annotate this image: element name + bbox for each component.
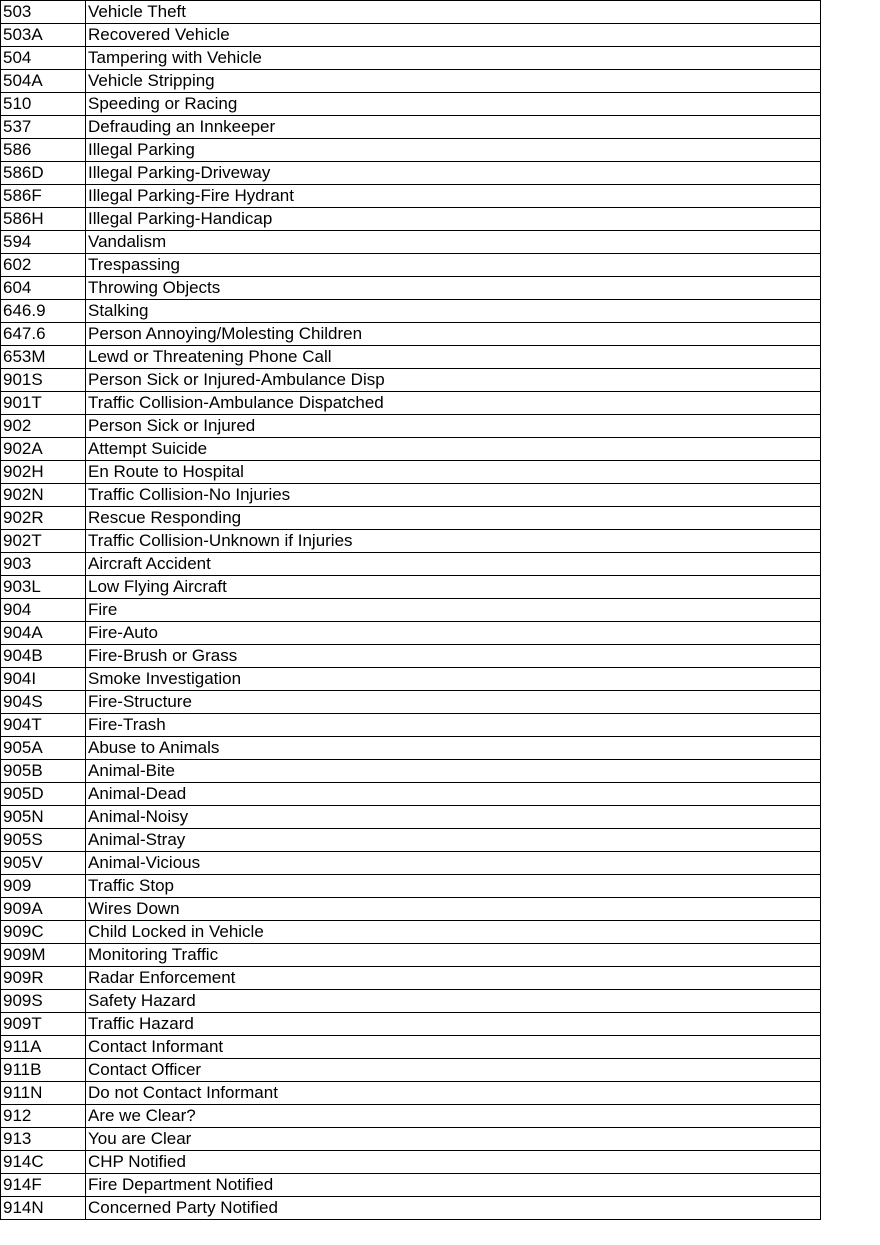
- code-cell: 586F: [1, 185, 86, 208]
- code-cell: 647.6: [1, 323, 86, 346]
- table-row: [1, 898, 821, 921]
- code-cell: 904B: [1, 645, 86, 668]
- description-cell: Animal-Vicious: [86, 852, 821, 875]
- code-cell: 905B: [1, 760, 86, 783]
- description-cell: Traffic Stop: [86, 875, 821, 898]
- description-cell: Low Flying Aircraft: [86, 576, 821, 599]
- description-cell: Fire-Brush or Grass: [86, 645, 821, 668]
- description-cell: Lewd or Threatening Phone Call: [86, 346, 821, 369]
- table-row: [1, 921, 821, 944]
- table-row: [1, 553, 821, 576]
- description-cell: Do not Contact Informant: [86, 1082, 821, 1105]
- code-cell: 604: [1, 277, 86, 300]
- codes-table-body: [1, 1, 821, 1220]
- table-row: [1, 93, 821, 116]
- table-row: [1, 668, 821, 691]
- code-cell: 594: [1, 231, 86, 254]
- code-cell: 905N: [1, 806, 86, 829]
- code-cell: 586D: [1, 162, 86, 185]
- code-cell: 905A: [1, 737, 86, 760]
- code-cell: 902T: [1, 530, 86, 553]
- table-row: [1, 691, 821, 714]
- description-cell: Rescue Responding: [86, 507, 821, 530]
- table-row: [1, 162, 821, 185]
- table-row: [1, 277, 821, 300]
- table-row: [1, 806, 821, 829]
- description-cell: Fire-Trash: [86, 714, 821, 737]
- table-row: [1, 1197, 821, 1220]
- table-row: [1, 760, 821, 783]
- table-row: [1, 599, 821, 622]
- table-row: [1, 185, 821, 208]
- description-cell: Speeding or Racing: [86, 93, 821, 116]
- table-row: [1, 990, 821, 1013]
- description-cell: Traffic Collision-Ambulance Dispatched: [86, 392, 821, 415]
- code-cell: 909A: [1, 898, 86, 921]
- code-cell: 902R: [1, 507, 86, 530]
- code-cell: 904: [1, 599, 86, 622]
- table-row: [1, 1105, 821, 1128]
- table-row: [1, 1174, 821, 1197]
- table-row: [1, 208, 821, 231]
- description-cell: Person Annoying/Molesting Children: [86, 323, 821, 346]
- code-cell: 537: [1, 116, 86, 139]
- description-cell: CHP Notified: [86, 1151, 821, 1174]
- table-row: [1, 507, 821, 530]
- code-cell: 510: [1, 93, 86, 116]
- table-row: [1, 116, 821, 139]
- table-row: [1, 967, 821, 990]
- description-cell: Throwing Objects: [86, 277, 821, 300]
- table-row: [1, 1151, 821, 1174]
- code-cell: 909T: [1, 1013, 86, 1036]
- table-row: [1, 737, 821, 760]
- code-cell: 901T: [1, 392, 86, 415]
- table-row: [1, 24, 821, 47]
- description-cell: Vandalism: [86, 231, 821, 254]
- description-cell: Tampering with Vehicle: [86, 47, 821, 70]
- description-cell: Wires Down: [86, 898, 821, 921]
- table-row: [1, 461, 821, 484]
- description-cell: Animal-Noisy: [86, 806, 821, 829]
- code-cell: 909M: [1, 944, 86, 967]
- description-cell: Contact Officer: [86, 1059, 821, 1082]
- table-row: [1, 1059, 821, 1082]
- table-row: [1, 875, 821, 898]
- table-row: [1, 254, 821, 277]
- description-cell: Aircraft Accident: [86, 553, 821, 576]
- description-cell: Are we Clear?: [86, 1105, 821, 1128]
- code-cell: 503A: [1, 24, 86, 47]
- table-row: [1, 139, 821, 162]
- description-cell: Illegal Parking-Fire Hydrant: [86, 185, 821, 208]
- description-cell: Illegal Parking: [86, 139, 821, 162]
- table-row: [1, 392, 821, 415]
- description-cell: Contact Informant: [86, 1036, 821, 1059]
- code-cell: 905V: [1, 852, 86, 875]
- code-cell: 914F: [1, 1174, 86, 1197]
- code-cell: 909R: [1, 967, 86, 990]
- description-cell: Vehicle Theft: [86, 1, 821, 24]
- table-row: [1, 1082, 821, 1105]
- description-cell: Safety Hazard: [86, 990, 821, 1013]
- code-cell: 912: [1, 1105, 86, 1128]
- code-cell: 904S: [1, 691, 86, 714]
- code-cell: 902H: [1, 461, 86, 484]
- description-cell: Concerned Party Notified: [86, 1197, 821, 1220]
- description-cell: Fire Department Notified: [86, 1174, 821, 1197]
- code-cell: 646.9: [1, 300, 86, 323]
- code-cell: 905D: [1, 783, 86, 806]
- table-row: [1, 944, 821, 967]
- description-cell: Child Locked in Vehicle: [86, 921, 821, 944]
- table-row: [1, 323, 821, 346]
- description-cell: Defrauding an Innkeeper: [86, 116, 821, 139]
- table-row: [1, 1036, 821, 1059]
- description-cell: Illegal Parking-Driveway: [86, 162, 821, 185]
- table-row: [1, 369, 821, 392]
- code-cell: 586H: [1, 208, 86, 231]
- table-row: [1, 714, 821, 737]
- code-cell: 911B: [1, 1059, 86, 1082]
- description-cell: Attempt Suicide: [86, 438, 821, 461]
- code-cell: 905S: [1, 829, 86, 852]
- description-cell: Fire-Structure: [86, 691, 821, 714]
- code-cell: 903L: [1, 576, 86, 599]
- code-cell: 914C: [1, 1151, 86, 1174]
- table-row: [1, 645, 821, 668]
- description-cell: Animal-Dead: [86, 783, 821, 806]
- code-cell: 602: [1, 254, 86, 277]
- table-row: [1, 484, 821, 507]
- code-cell: 913: [1, 1128, 86, 1151]
- code-cell: 909: [1, 875, 86, 898]
- description-cell: Animal-Bite: [86, 760, 821, 783]
- code-cell: 901S: [1, 369, 86, 392]
- table-row: [1, 576, 821, 599]
- code-cell: 914N: [1, 1197, 86, 1220]
- code-cell: 904T: [1, 714, 86, 737]
- description-cell: Traffic Collision-Unknown if Injuries: [86, 530, 821, 553]
- description-cell: Fire: [86, 599, 821, 622]
- description-cell: Radar Enforcement: [86, 967, 821, 990]
- description-cell: Smoke Investigation: [86, 668, 821, 691]
- table-row: [1, 1, 821, 24]
- description-cell: Person Sick or Injured: [86, 415, 821, 438]
- table-row: [1, 1013, 821, 1036]
- code-cell: 903: [1, 553, 86, 576]
- code-cell: 909C: [1, 921, 86, 944]
- table-row: [1, 300, 821, 323]
- description-cell: En Route to Hospital: [86, 461, 821, 484]
- table-row: [1, 829, 821, 852]
- code-cell: 586: [1, 139, 86, 162]
- description-cell: Abuse to Animals: [86, 737, 821, 760]
- code-cell: 504: [1, 47, 86, 70]
- table-row: [1, 346, 821, 369]
- code-cell: 904A: [1, 622, 86, 645]
- code-cell: 504A: [1, 70, 86, 93]
- description-cell: Traffic Collision-No Injuries: [86, 484, 821, 507]
- table-row: [1, 415, 821, 438]
- description-cell: Animal-Stray: [86, 829, 821, 852]
- code-cell: 904I: [1, 668, 86, 691]
- code-cell: 503: [1, 1, 86, 24]
- table-row: [1, 70, 821, 93]
- description-cell: Fire-Auto: [86, 622, 821, 645]
- table-row: [1, 47, 821, 70]
- code-cell: 911N: [1, 1082, 86, 1105]
- description-cell: You are Clear: [86, 1128, 821, 1151]
- code-cell: 902: [1, 415, 86, 438]
- description-cell: Illegal Parking-Handicap: [86, 208, 821, 231]
- table-row: [1, 438, 821, 461]
- code-cell: 902N: [1, 484, 86, 507]
- description-cell: Trespassing: [86, 254, 821, 277]
- table-row: [1, 622, 821, 645]
- table-row: [1, 530, 821, 553]
- description-cell: Traffic Hazard: [86, 1013, 821, 1036]
- description-cell: Person Sick or Injured-Ambulance Disp: [86, 369, 821, 392]
- code-cell: 902A: [1, 438, 86, 461]
- description-cell: Monitoring Traffic: [86, 944, 821, 967]
- code-cell: 911A: [1, 1036, 86, 1059]
- table-row: [1, 783, 821, 806]
- table-row: [1, 231, 821, 254]
- table-row: [1, 852, 821, 875]
- code-cell: 909S: [1, 990, 86, 1013]
- table-row: [1, 1128, 821, 1151]
- description-cell: Recovered Vehicle: [86, 24, 821, 47]
- description-cell: Stalking: [86, 300, 821, 323]
- description-cell: Vehicle Stripping: [86, 70, 821, 93]
- code-cell: 653M: [1, 346, 86, 369]
